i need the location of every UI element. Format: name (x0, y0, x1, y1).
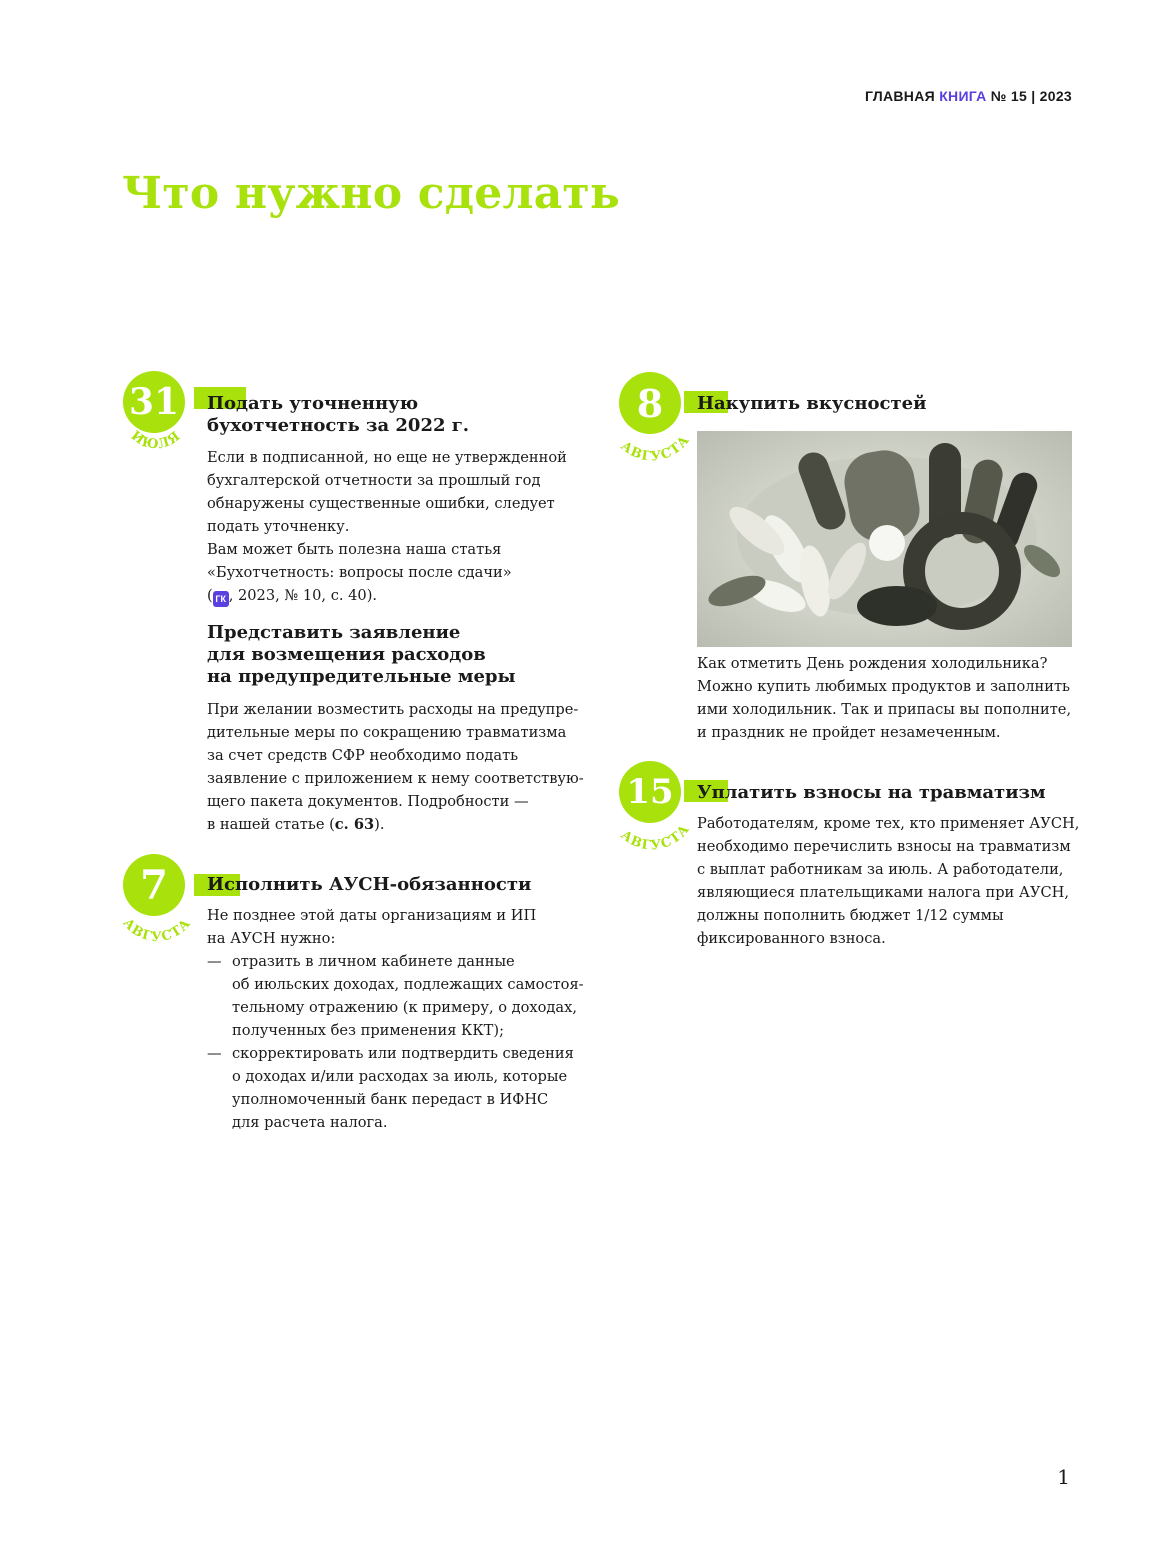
section-title-aug15: Уплатить взносы на травматизм (697, 782, 1046, 803)
svg-text:АВГУСТА (618, 821, 693, 853)
date-day: 8 (619, 372, 681, 434)
date-day: 31 (123, 371, 185, 433)
date-month-arc (112, 850, 208, 946)
brand-name-part2: КНИГА (939, 88, 987, 104)
section-caption-aug8: Как отметить День рождения холодильника? Можно купить любимых продуктов и заполнить ими холодильник. Так и припасы вы пополните, и праздник не пройдет незамеченным. (697, 655, 1072, 741)
section-title-jul31: Подать уточненную бухотчетность за 2022 г. (207, 393, 470, 436)
masthead (865, 88, 1072, 104)
svg-text:АВГУСТА (120, 916, 195, 945)
brand-name-part1: ГЛАВНАЯ (864, 88, 935, 104)
subsection-title-compensation: Представить заявление для возмещения расходов на предупредительные меры (207, 622, 516, 687)
section-body-jul31: Если в подписанной, но еще не утвержденной бухгалтерской отчетности за прошлый год обнаружены существенные ошибки, следует подать уточненку. Вам может быть полезна наша статья «Бухотчетность: вопросы после сдачи» ( ГК , 2023, № 10, с. 40). (207, 446, 567, 607)
date-day: 7 (123, 854, 185, 916)
date-month-arc (600, 756, 700, 856)
page-reference: с. 63 (334, 816, 375, 833)
section-title-aug8: Накупить вкусностей (697, 393, 927, 414)
obligations-list (207, 950, 587, 1134)
page-title: Что нужно сделать (122, 168, 620, 219)
date-day: 15 (619, 761, 681, 823)
section-intro-aug7: Не позднее этой даты организациям и ИП на АУСН нужно: (207, 907, 537, 947)
svg-text:АВГУСТА (618, 432, 693, 464)
gk-logo-icon: ГК (213, 591, 229, 607)
food-photo (697, 431, 1072, 647)
subsection-body-compensation: При желании возместить расходы на предупре- дительные меры по сокращению травматизма за счет средств СФР необходимо подать заявление с приложением к нему соответствую- щего пакета документов. Подробности — в нашей статье (с. 63). (207, 701, 584, 833)
list-item: — скорректировать или подтвердить сведения о доходах и/или расходах за июль, которые уполномоченный банк передаст в ИФНС для расчета налога. (207, 1045, 574, 1131)
date-month: АВГУСТА (119, 915, 195, 945)
page-number: 1 (1057, 1465, 1070, 1489)
sausages-image (697, 431, 1072, 647)
section-body-aug15: Работодателям, кроме тех, кто применяет АУСН, необходимо перечислить взносы на травматизм с выплат работникам за июль. А работодатели, являющиеся плательщиками налога при АУСН, должны пополнить бюджет 1/12 суммы фиксированного взноса. (697, 815, 1080, 947)
date-month-arc (118, 368, 198, 458)
list-item: — отразить в личном кабинете данные об июльских доходах, подлежащих самостоя- тельному отражению (к примеру, о доходах, полученных без применения ККТ); (207, 953, 584, 1039)
date-month-arc (600, 367, 700, 467)
svg-text:ИЮЛЯ (128, 428, 184, 453)
date-month: ИЮЛЯ (127, 428, 185, 453)
issue-number: № 15 | 2023 (990, 88, 1072, 104)
section-title-aug7: Исполнить АУСН-обязанности (207, 874, 532, 895)
date-month: АВГУСТА (617, 432, 694, 465)
date-month: АВГУСТА (617, 821, 694, 854)
